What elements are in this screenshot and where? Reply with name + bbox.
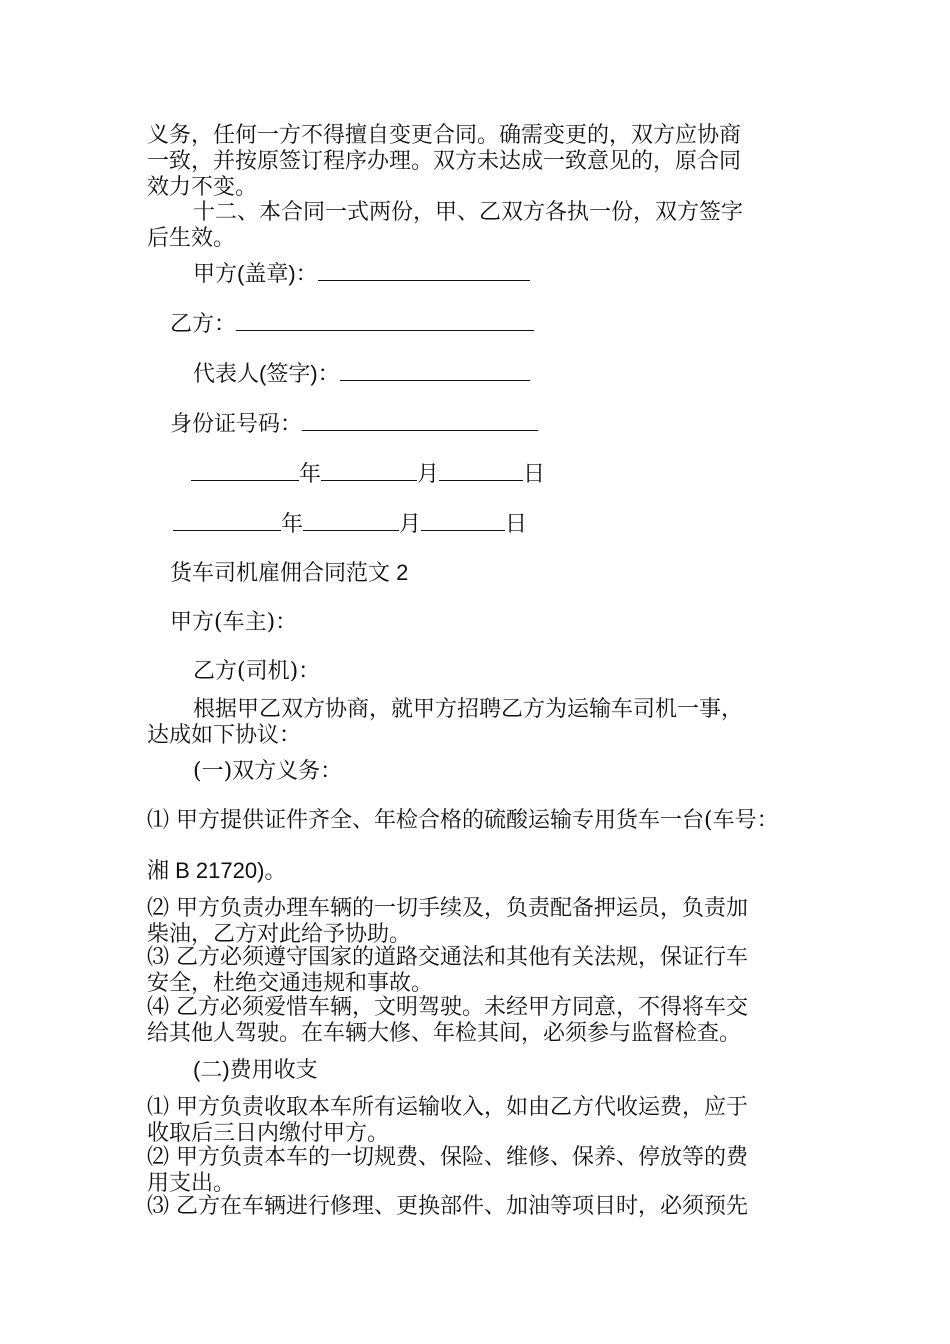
section-1-item-1-line-2: 湘 B 21720)。 [147, 858, 287, 883]
date-2-day-label: 日 [505, 511, 528, 536]
clause-11-line-1: 义务，任何一方不得擅自变更合同。确需变更的，双方应协商 [147, 123, 742, 148]
party-a-seal-blank[interactable] [318, 260, 530, 281]
date-1-year-blank[interactable] [191, 460, 299, 481]
party-a-seal-line [193, 260, 530, 287]
representative-blank[interactable] [340, 360, 530, 381]
party-a-owner: 甲方(车主)： [170, 610, 298, 635]
date-2-day-blank[interactable] [421, 510, 505, 531]
representative-label: 代表人(签字)： [193, 361, 340, 386]
party-b-driver: 乙方(司机)： [193, 659, 321, 684]
section-1-item-2-line-2: 柴油，乙方对此给予协助。 [147, 922, 412, 947]
contract-2-heading: 货车司机雇佣合同范文 2 [170, 560, 409, 585]
date-2-year-blank[interactable] [173, 510, 281, 531]
party-b-blank[interactable] [236, 310, 534, 331]
party-a-seal-label: 甲方(盖章)： [193, 261, 318, 286]
section-2-item-1-line-1: ⑴ 甲方负责收取本车所有运输收入，如由乙方代收运费，应于 [147, 1095, 748, 1120]
date-1-day-label: 日 [523, 461, 546, 486]
section-1-item-1-line-1: ⑴ 甲方提供证件齐全、年检合格的硫酸运输专用货车一台(车号： [147, 808, 779, 833]
section-1-item-3-line-1: ⑶ 乙方必须遵守国家的道路交通法和其他有关法规，保证行车 [147, 945, 748, 970]
intro-line-2: 达成如下协议： [147, 723, 302, 748]
section-2-item-1-line-2: 收取后三日内缴付甲方。 [147, 1121, 390, 1146]
date-line-2 [173, 510, 527, 537]
section-2-item-2-line-2: 用支出。 [147, 1171, 236, 1196]
date-2-year-label: 年 [281, 511, 304, 536]
section-2-item-3-line-1: ⑶ 乙方在车辆进行修理、更换部件、加油等项目时，必须预先 [147, 1194, 748, 1219]
date-1-month-blank[interactable] [321, 460, 417, 481]
date-1-year-label: 年 [299, 461, 322, 486]
intro-line-1: 根据甲乙双方协商，就甲方招聘乙方为运输车司机一事， [193, 697, 744, 722]
date-1-day-blank[interactable] [439, 460, 523, 481]
id-number-label: 身份证号码： [170, 411, 303, 436]
date-2-month-label: 月 [399, 511, 422, 536]
party-b-label: 乙方： [170, 311, 237, 336]
clause-12-line-2: 后生效。 [147, 226, 236, 251]
section-1-item-3-line-2: 安全，杜绝交通违规和事故。 [147, 971, 434, 996]
date-line-1 [191, 460, 545, 487]
section-1-title: (一)双方义务： [193, 759, 343, 784]
clause-11-line-3: 效力不变。 [147, 175, 258, 200]
section-1-item-4-line-2: 给其他人驾驶。在车辆大修、年检其间，必须参与监督检查。 [147, 1021, 742, 1046]
date-1-month-label: 月 [417, 461, 440, 486]
section-2-title: (二)费用收支 [193, 1057, 318, 1082]
date-2-month-blank[interactable] [303, 510, 399, 531]
clause-12-line-1: 十二、本合同一式两份，甲、乙双方各执一份，双方签字 [193, 200, 744, 225]
representative-line [193, 360, 530, 387]
party-b-line [170, 310, 534, 337]
section-1-item-2-line-1: ⑵ 甲方负责办理车辆的一切手续及，负责配备押运员，负责加 [147, 896, 748, 921]
id-number-blank[interactable] [302, 410, 538, 431]
id-number-line [170, 410, 538, 437]
section-2-item-2-line-1: ⑵ 甲方负责本车的一切规费、保险、维修、保养、停放等的费 [147, 1145, 748, 1170]
section-1-item-4-line-1: ⑷ 乙方必须爱惜车辆，文明驾驶。未经甲方同意，不得将车交 [147, 995, 748, 1020]
clause-11-line-2: 一致，并按原签订程序办理。双方未达成一致意见的，原合同 [147, 149, 742, 174]
